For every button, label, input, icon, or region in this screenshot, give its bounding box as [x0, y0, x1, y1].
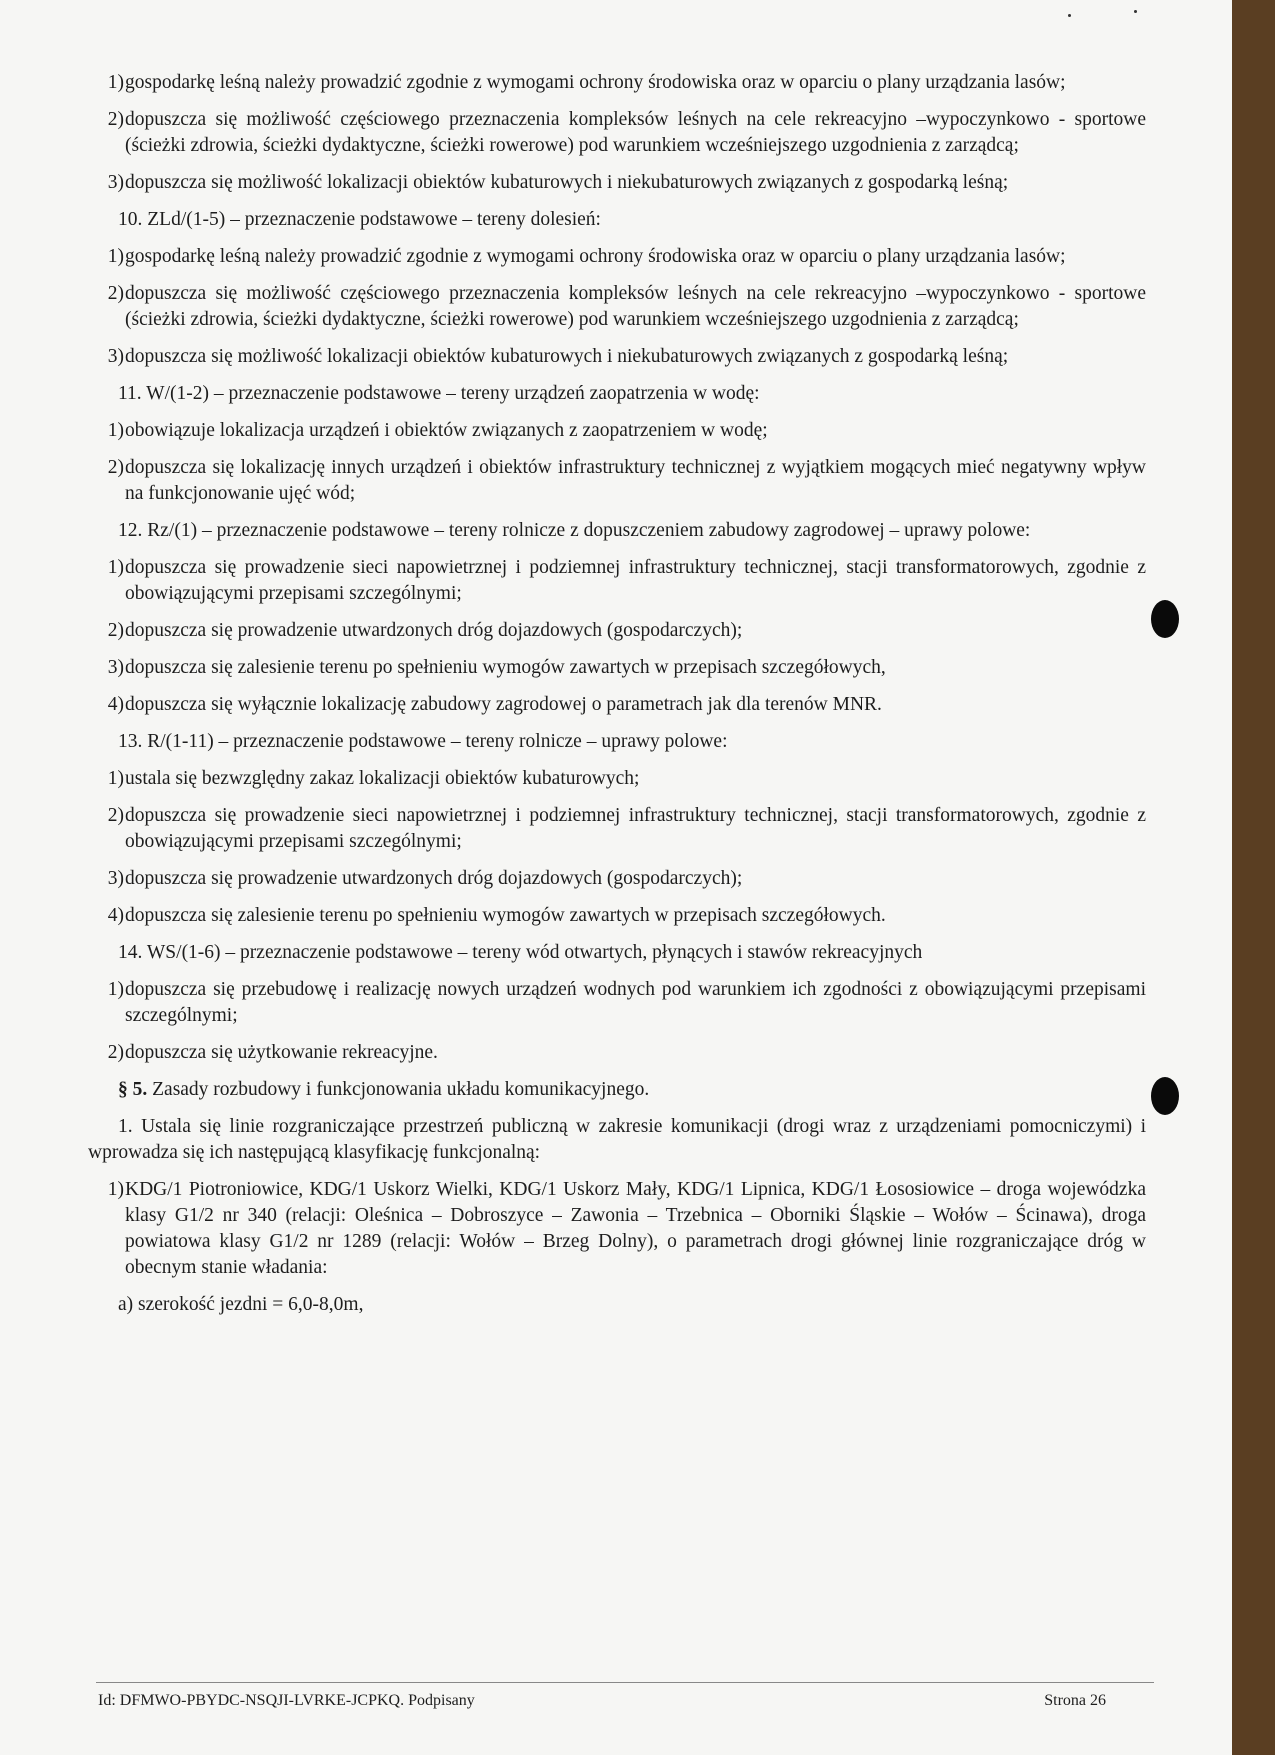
list-item	[88, 766, 1146, 792]
list-item	[88, 418, 1146, 444]
paragraph: 11. W/(1-2) – przeznaczenie podstawowe – tereny urządzeń zaopatrzenia w wodę:	[118, 383, 760, 404]
list-item-text: obowiązuje lokalizacja urządzeń i obiektów związanych z zaopatrzeniem w wodę;	[125, 420, 768, 441]
section-symbol: § 5.	[118, 1079, 148, 1100]
list-item-number: 4)	[107, 905, 124, 926]
list-item-number: 2)	[107, 1042, 124, 1063]
document-id: Id: DFMWO-PBYDC-NSQJI-LVRKE-JCPKQ. Podpisany	[98, 1692, 475, 1709]
list-item-text: gospodarkę leśną należy prowadzić zgodnie z wymogami ochrony środowiska oraz w oparciu o plany urządzania lasów;	[125, 246, 1066, 267]
paragraph: 1. Ustala się linie rozgraniczające przestrzeń publiczną w zakresie komunikacji (drogi wraz z urządzeniami pomocniczymi) i wprowadza się ich następującą klasyfikację funkcjonalną:	[88, 1116, 1146, 1163]
list-item-text: dopuszcza się możliwość lokalizacji obiektów kubaturowych i niekubaturowych związanych z gospodarką leśną;	[125, 172, 1009, 193]
list-item-number: 3)	[107, 172, 124, 193]
list-item-text: dopuszcza się lokalizację innych urządzeń i obiektów infrastruktury technicznej z wyjątkiem mogących mieć negatywny wpływ na funkcjonowanie ujęć wód;	[125, 457, 1146, 504]
list-item-text: dopuszcza się możliwość częściowego przeznaczenia kompleksów leśnych na cele rekreacyjno –wypoczynkowo - sportowe (ścieżki zdrowia, ścieżki dydaktyczne, ścieżki rowerowe) pod warunkiem wcześniejszego uzgodnienia z zarządcą;	[125, 109, 1146, 156]
list-item	[88, 903, 1146, 929]
list-item-number: 1)	[107, 420, 124, 441]
list-item	[88, 107, 1146, 159]
list-item	[88, 803, 1146, 855]
list-item	[88, 1040, 1146, 1066]
list-item-number: 2)	[107, 283, 124, 304]
list-item-number: 2)	[107, 457, 124, 478]
list-item-number: 2)	[107, 805, 124, 826]
list-item-number: 1)	[107, 768, 124, 789]
list-item-number: 4)	[107, 694, 124, 715]
list-item-text: gospodarkę leśną należy prowadzić zgodnie z wymogami ochrony środowiska oraz w oparciu o plany urządzania lasów;	[125, 72, 1066, 93]
list-item-text: dopuszcza się prowadzenie sieci napowietrznej i podziemnej infrastruktury technicznej, stacji transformatorowych, zgodnie z obowiązującymi przepisami szczególnymi;	[125, 557, 1146, 604]
list-item-number: 3)	[107, 868, 124, 889]
list-item	[88, 70, 1146, 96]
list-item-text: dopuszcza się wyłącznie lokalizację zabudowy zagrodowej o parametrach jak dla terenów MNR.	[125, 694, 882, 715]
paragraph: 10. ZLd/(1-5) – przeznaczenie podstawowe – tereny dolesień:	[118, 209, 601, 230]
list-item-number: 1)	[107, 1179, 124, 1200]
paragraph: 13. R/(1-11) – przeznaczenie podstawowe – tereny rolnicze – uprawy polowe:	[118, 731, 728, 752]
punch-hole	[1151, 1077, 1179, 1115]
paragraph: 14. WS/(1-6) – przeznaczenie podstawowe – tereny wód otwartych, płynących i stawów rekreacyjnych	[118, 942, 923, 963]
section-heading	[88, 1077, 1146, 1103]
paragraph: 12. Rz/(1) – przeznaczenie podstawowe – tereny rolnicze z dopuszczeniem zabudowy zagrodowej – uprawy polowe:	[118, 520, 1031, 541]
list-item-text: dopuszcza się zalesienie terenu po spełnieniu wymogów zawartych w przepisach szczegółowych.	[125, 905, 886, 926]
list-item	[88, 866, 1146, 892]
footer-divider	[96, 1682, 1154, 1683]
list-item-text: ustala się bezwzględny zakaz lokalizacji obiektów kubaturowych;	[125, 768, 640, 789]
list-item-number: 3)	[107, 657, 124, 678]
list-item	[88, 1177, 1146, 1281]
sub-item: a) szerokość jezdni = 6,0-8,0m,	[118, 1294, 364, 1315]
list-item-text: dopuszcza się prowadzenie utwardzonych dróg dojazdowych (gospodarczych);	[125, 620, 743, 641]
punch-hole	[1151, 600, 1179, 638]
list-item	[88, 170, 1146, 196]
list-item-number: 1)	[107, 979, 124, 1000]
list-item-text: dopuszcza się przebudowę i realizację nowych urządzeń wodnych pod warunkiem ich zgodności z obowiązującymi przepisami szczególnymi;	[125, 979, 1146, 1026]
page-number: Strona 26	[1044, 1692, 1106, 1709]
scan-speck	[1068, 14, 1071, 17]
list-item	[88, 618, 1146, 644]
section-title: Zasady rozbudowy i funkcjonowania układu komunikacyjnego.	[147, 1079, 650, 1100]
list-item	[88, 555, 1146, 607]
list-item	[88, 344, 1146, 370]
list-item	[88, 977, 1146, 1029]
scan-speck	[1134, 10, 1137, 13]
list-item-number: 1)	[107, 72, 124, 93]
list-item-text: dopuszcza się prowadzenie sieci napowietrznej i podziemnej infrastruktury technicznej, stacji transformatorowych, zgodnie z obowiązującymi przepisami szczególnymi;	[125, 805, 1146, 852]
list-item-text: dopuszcza się możliwość lokalizacji obiektów kubaturowych i niekubaturowych związanych z gospodarką leśną;	[125, 346, 1009, 367]
list-item-number: 2)	[107, 620, 124, 641]
list-item-text: dopuszcza się zalesienie terenu po spełnieniu wymogów zawartych w przepisach szczegółowych,	[125, 657, 886, 678]
list-item	[88, 692, 1146, 718]
document-body	[88, 70, 1146, 1329]
list-item-text: dopuszcza się użytkowanie rekreacyjne.	[125, 1042, 438, 1063]
list-item	[88, 655, 1146, 681]
list-item-number: 3)	[107, 346, 124, 367]
list-item-text: dopuszcza się możliwość częściowego przeznaczenia kompleksów leśnych na cele rekreacyjno –wypoczynkowo - sportowe (ścieżki zdrowia, ścieżki dydaktyczne, ścieżki rowerowe) pod warunkiem wcześniejszego uzgodnienia z zarządcą;	[125, 283, 1146, 330]
list-item	[88, 455, 1146, 507]
list-item-number: 2)	[107, 109, 124, 130]
list-item	[88, 244, 1146, 270]
list-item-number: 1)	[107, 557, 124, 578]
list-item-text: KDG/1 Piotroniowice, KDG/1 Uskorz Wielki, KDG/1 Uskorz Mały, KDG/1 Lipnica, KDG/1 Łososiowice – droga wojewódzka klasy G1/2 nr 340 (relacji: Oleśnica – Dobroszyce – Zawonia – Trzebnica – Oborniki Śląskie – Wołów – Ścinawa), droga powiatowa klasy G1/2 nr 1289 (relacji: Wołów – Brzeg Dolny), o parametrach drogi głównej linie rozgraniczające dróg w obecnym stanie władania:	[125, 1179, 1146, 1278]
list-item-text: dopuszcza się prowadzenie utwardzonych dróg dojazdowych (gospodarczych);	[125, 868, 743, 889]
list-item-number: 1)	[107, 246, 124, 267]
list-item	[88, 281, 1146, 333]
